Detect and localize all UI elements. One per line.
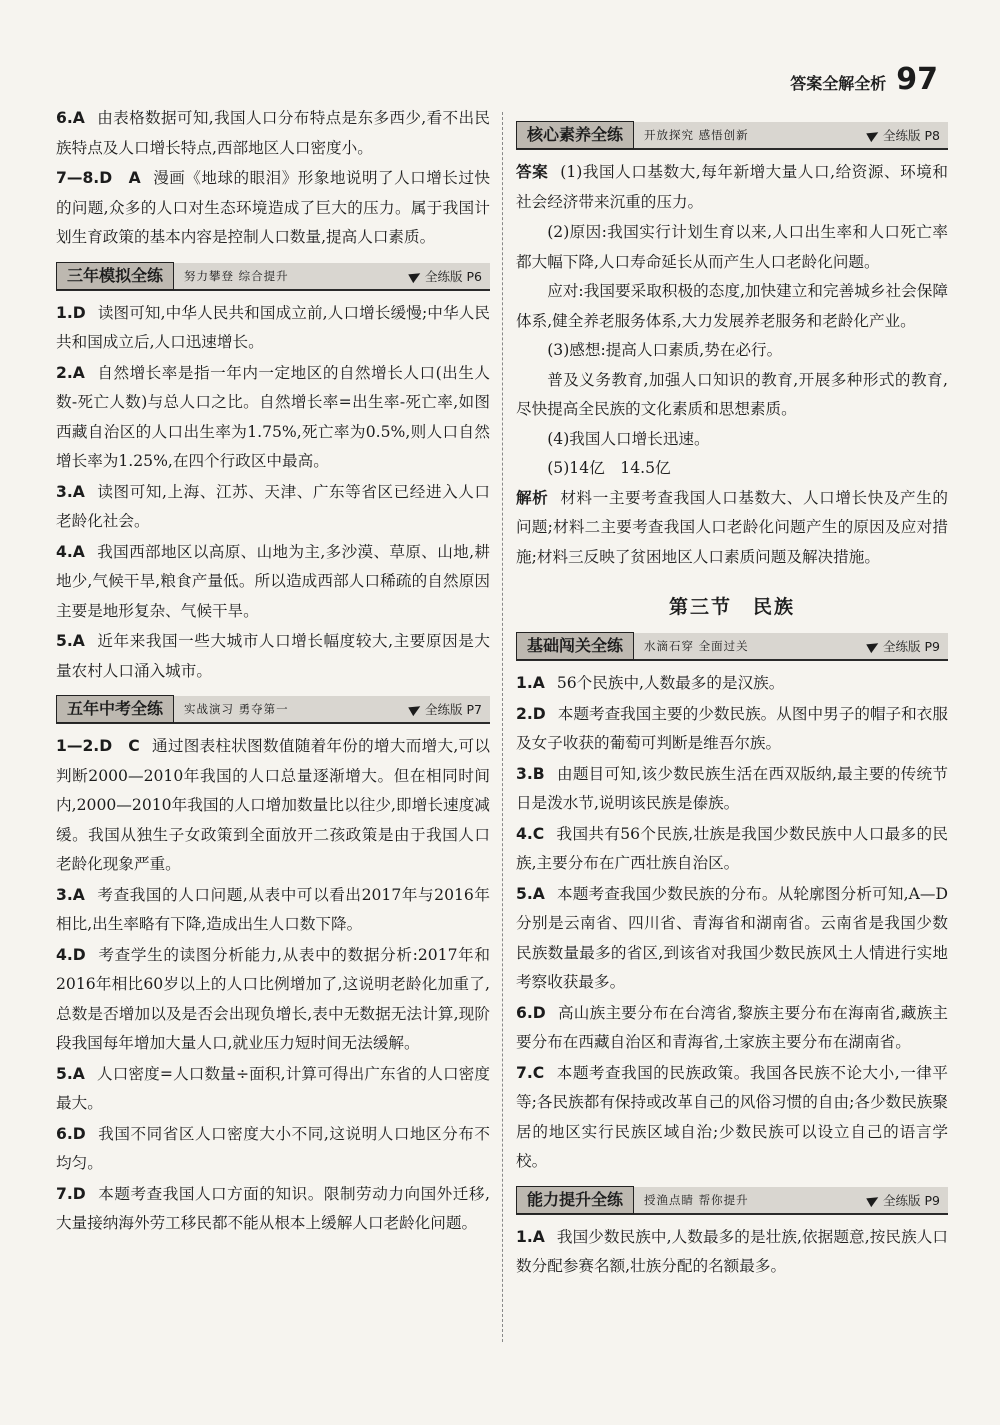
section-header-nengli (516, 1187, 948, 1215)
answer-entry (56, 104, 490, 163)
entry-number: 1.A (516, 674, 545, 692)
entry-number: 1.A (516, 1227, 545, 1246)
entry-text: 我国西部地区以高原、山地为主,多沙漠、草原、山地,耕地少,气候干旱,粮食产量低。所以造成西部人口稀疏的自然原因主要是地形复杂、气候干旱。 (56, 542, 490, 620)
entry-text: 漫画《地球的眼泪》形象地说明了人口增长过快的问题,众多的人口对生态环境造成了巨大的压力。属于我国计划生育政策的基本内容是控制人口数量,提高人口素质。 (56, 169, 490, 246)
answer-entry (56, 881, 490, 940)
entry-number: 6.D (56, 1124, 86, 1143)
entry-number: 5.A (516, 884, 545, 903)
answer-entry (56, 538, 490, 627)
section-ref-text: 全练版 P6 (425, 268, 482, 284)
answer-label: 答案 (516, 163, 549, 181)
right-column (516, 104, 948, 1283)
entry-text: 自然增长率是指一年内一定地区的自然增长人口(出生人数-死亡人数)与总人口之比。自然增长率=出生率-死亡率,如图西藏自治区的人口出生率为1.75%,死亡率为0.5%,则人口自然增长率为1.25%,在四个行政区中最高。 (56, 363, 490, 470)
entry-text: 由题目可知,该少数民族生活在西双版纳,最主要的传统节日是泼水节,说明该民族是傣族。 (516, 764, 948, 812)
answer-entry (516, 760, 948, 819)
answer-paragraph: (5)14亿 14.5亿 (547, 459, 671, 477)
entry-text: 本题考查我国主要的少数民族。从图中男子的帽子和衣服及女子收获的葡萄可判断是维吾尔族。 (516, 704, 948, 752)
answer-entry (56, 1120, 490, 1179)
entry-number: 3.A (56, 482, 85, 501)
answer-paragraph: (4)我国人口增长迅速。 (547, 429, 710, 448)
answer-entry (516, 999, 948, 1058)
section-ref-text: 全练版 P7 (425, 702, 482, 717)
entry-text: 考查我国的人口问题,从表中可以看出2017年与2016年相比,出生率略有下降,造成出生人口数下降。 (56, 885, 490, 933)
answer-paragraph: 应对:我国要采取积极的态度,加快建立和完善城乡社会保障体系,健全养老服务体系,大力发展养老服务和老龄化产业。 (516, 282, 948, 330)
section-header-jichu (516, 633, 948, 661)
answer-entry (56, 627, 490, 686)
entry-number: 1—2.D C (56, 737, 140, 755)
section-tag: 能力提升全练 (516, 1186, 634, 1214)
entry-number: 2.D (516, 704, 546, 723)
section-header-sannian (56, 263, 490, 291)
section-tag: 五年中考全练 (56, 695, 174, 723)
section-slogan: 水滴石穿 全面过关 (644, 639, 749, 653)
section-ref-text: 全练版 P9 (883, 1192, 940, 1208)
entry-text: 读图可知,上海、江苏、天津、广东等省区已经进入人口老龄化社会。 (56, 482, 490, 530)
section-ref-text: 全练版 P8 (883, 128, 940, 143)
section-slogan: 努力攀登 综合提升 (184, 268, 289, 283)
section-ref (410, 267, 482, 285)
entry-number: 1.D (56, 303, 86, 322)
analysis-block (516, 484, 948, 573)
section-tag: 核心素养全练 (516, 121, 634, 149)
entry-text: 我国不同省区人口密度大小不同,这说明人口地区分布不均匀。 (56, 1124, 490, 1172)
answer-entry (56, 941, 490, 1059)
answer-entry (56, 478, 490, 537)
entry-number: 4.C (516, 824, 545, 843)
entry-text: 本题考查我国的民族政策。我国各民族不论大小,一律平等;各民族都有保持或改革自己的风俗习惯的自由;各少数民族聚居的地区实行民族区域自治;少数民族可以设立自己的语言学校。 (516, 1063, 948, 1170)
entry-number: 3.A (56, 885, 85, 904)
answer-entry (516, 669, 948, 699)
subsection-title: 第三节 民族 (668, 596, 795, 618)
entry-text: 我国共有56个民族,壮族是我国少数民族中人口最多的民族,主要分布在广西壮族自治区。 (516, 824, 948, 872)
entry-number: 6.D (516, 1003, 546, 1022)
answer-entry (56, 299, 490, 358)
section-slogan: 授渔点睛 帮你提升 (644, 1192, 749, 1207)
entry-text: 读图可知,中华人民共和国成立前,人口增长缓慢;中华人民共和国成立后,人口迅速增长。 (56, 303, 490, 351)
column-divider (502, 112, 503, 1342)
answer-entry (516, 880, 948, 998)
answer-entry (516, 1223, 948, 1282)
section-tag: 三年模拟全练 (56, 262, 174, 290)
answer-entry (56, 1180, 490, 1239)
section-tag: 基础闯关全练 (516, 632, 634, 660)
entry-text: 考查学生的读图分析能力,从表中的数据分析:2017年和2016年相比60岁以上的人口比例增加了,这说明老龄化加重了,总数是否增加以及是否会出现负增长,表中无数据无法计算,现阶段我国每年增加大量人口,就业压力短时间无法缓解。 (56, 945, 490, 1052)
analysis-text: 材料一主要考查我国人口基数大、人口增长快及产生的问题;材料二主要考查我国人口老龄化问题产生的原因及应对措施;材料三反映了贫困地区人口素质问题及解决措施。 (516, 488, 948, 566)
entry-number: 5.A (56, 632, 85, 650)
entry-number: 2.A (56, 363, 85, 382)
entry-text: 高山族主要分布在台湾省,黎族主要分布在海南省,藏族主要分布在西藏自治区和青海省,土家族主要分布在湖南省。 (516, 1003, 948, 1051)
section-ref (410, 700, 482, 718)
paper-plane-icon (866, 128, 881, 142)
entry-number: 7—8.D A (56, 169, 141, 187)
header-title: 答案全解全析 (790, 74, 887, 93)
entry-text: 近年来我国一些大城市人口增长幅度较大,主要原因是大量农村人口涌入城市。 (56, 632, 490, 680)
entry-text: 本题考查我国人口方面的知识。限制劳动力向国外迁移,大量接纳海外劳工移民都不能从根本上缓解人口老龄化问题。 (56, 1184, 490, 1232)
analysis-label: 解析 (516, 488, 549, 507)
answer-entry (56, 1060, 490, 1119)
entry-text: 本题考查我国少数民族的分布。从轮廓图分析可知,A—D分别是云南省、四川省、青海省和湖南省。云南省是我国少数民族数量最多的省区,到该省对我国少数民族风土人情进行实地考察收获最多。 (516, 884, 948, 991)
left-column (56, 104, 490, 1240)
section-ref (868, 126, 940, 144)
paper-plane-icon (866, 639, 881, 653)
entry-text: 由表格数据可知,我国人口分布特点是东多西少,看不出民族特点及人口增长特点,西部地区人口密度小。 (56, 109, 490, 157)
section-ref (868, 637, 940, 655)
entry-number: 7.C (516, 1063, 545, 1082)
page-number: 97 (896, 62, 938, 97)
entry-text: 我国少数民族中,人数最多的是壮族,依据题意,按民族人口数分配参赛名额,壮族分配的名额最多。 (516, 1227, 948, 1275)
page-header (790, 62, 938, 97)
answer-entry (56, 359, 490, 477)
answer-entry (516, 700, 948, 759)
section-ref (868, 1191, 940, 1209)
answer-entry (56, 732, 490, 880)
entry-text: 人口密度=人口数量÷面积,计算可得出广东省的人口密度最大。 (56, 1064, 490, 1112)
entry-number: 7.D (56, 1184, 86, 1203)
section-header-wunian (56, 696, 490, 724)
section-header-hexin (516, 122, 948, 150)
section-slogan: 开放探究 感悟创新 (644, 128, 749, 142)
entry-text: 通过图表柱状图数值随着年份的增大而增大,可以判断2000—2010年我国的人口总量逐渐增大。但在相同时间内,2000—2010年我国的人口增加数量比以往少,即增长速度减缓。我国从独生子女政策到全面放开二孩政策是由于我国人口老龄化现象严重。 (56, 737, 490, 873)
entry-number: 6.A (56, 109, 85, 127)
section-ref-text: 全练版 P9 (883, 639, 940, 654)
answer-block (516, 158, 948, 217)
entry-number: 3.B (516, 764, 545, 783)
paper-plane-icon (408, 702, 423, 716)
entry-number: 4.D (56, 945, 86, 964)
paper-plane-icon (408, 268, 423, 282)
answer-entry (516, 820, 948, 879)
answer-paragraph: (3)感想:提高人口素质,势在必行。 (547, 341, 783, 359)
answer-paragraph: (2)原因:我国实行计划生育以来,人口出生率和人口死亡率都大幅下降,人口寿命延长从而产生人口老龄化问题。 (516, 223, 948, 271)
answer-entry (56, 164, 490, 253)
answer-entry (516, 1059, 948, 1177)
answer-text: (1)我国人口基数大,每年新增大量人口,给资源、环境和社会经济带来沉重的压力。 (516, 163, 948, 211)
entry-number: 4.A (56, 542, 85, 561)
section-slogan: 实战演习 勇夺第一 (184, 702, 289, 716)
answer-paragraph: 普及义务教育,加强人口知识的教育,开展多种形式的教育,尽快提高全民族的文化素质和思想素质。 (516, 370, 948, 418)
paper-plane-icon (866, 1192, 881, 1206)
entry-number: 5.A (56, 1064, 85, 1083)
entry-text: 56个民族中,人数最多的是汉族。 (556, 674, 785, 692)
